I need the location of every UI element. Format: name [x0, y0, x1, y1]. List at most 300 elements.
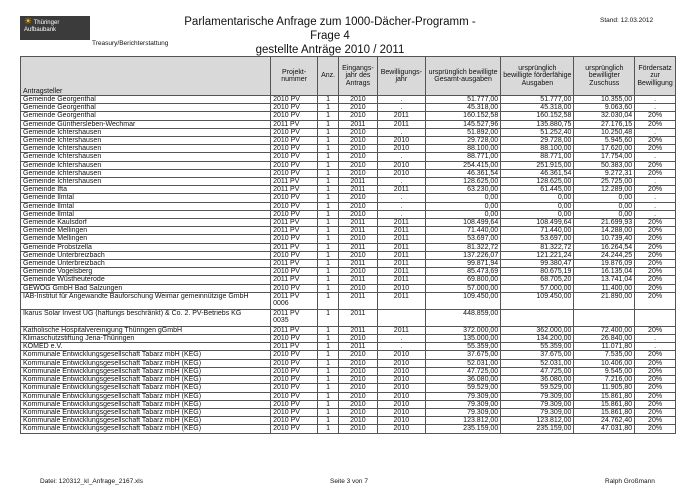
applications-table	[20, 56, 676, 434]
cell-anz: 1	[318, 210, 339, 218]
cell-zus	[574, 309, 635, 326]
cell-foe: 88.100,00	[501, 145, 574, 153]
cell-satz: .	[635, 178, 676, 186]
cell-ein: 2010	[339, 351, 378, 359]
sun-icon: ☀	[24, 16, 33, 26]
cell-zus: 50.383,00	[574, 161, 635, 169]
cell-ein: 2010	[339, 335, 378, 343]
cell-foe: 61.445,00	[501, 186, 574, 194]
cell-foe: 81.322,72	[501, 243, 574, 251]
cell-ges: 145.527,96	[425, 120, 500, 128]
cell-satz: 20%	[635, 161, 676, 169]
cell-foe: 134.200,00	[501, 335, 574, 343]
cell-satz: 20%	[635, 227, 676, 235]
cell-anz: 1	[318, 243, 339, 251]
cell-ges: 53.697,00	[425, 235, 500, 243]
cell-ein: 2011	[339, 243, 378, 251]
cell-name: Kommunale Entwicklungsgesellschaft Tabarz mbH (KEG)	[21, 425, 271, 433]
cell-satz: 20%	[635, 112, 676, 120]
cell-bew: .	[377, 210, 425, 218]
cell-zus: 9.272,31	[574, 169, 635, 177]
cell-name: Gemeinde Ilmtal	[21, 194, 271, 202]
col-header-eingang: Eingangs-jahr des Antrags	[339, 57, 378, 96]
footer-author: Ralph Großmann	[605, 478, 655, 485]
cell-satz: .	[635, 104, 676, 112]
table-row	[21, 243, 676, 251]
cell-foe: 29.728,00	[501, 137, 574, 145]
logo	[20, 16, 90, 40]
cell-anz: 1	[318, 120, 339, 128]
cell-proj: 2010 PV	[271, 128, 318, 136]
cell-ges: 55.359,00	[425, 343, 500, 351]
cell-bew: 2011	[377, 219, 425, 227]
cell-anz: 1	[318, 408, 339, 416]
cell-ein: 2011	[339, 309, 378, 326]
cell-proj: 2010 PV	[271, 268, 318, 276]
cell-zus: 5.945,60	[574, 137, 635, 145]
cell-zus: 25.725,00	[574, 178, 635, 186]
cell-satz: 20%	[635, 384, 676, 392]
cell-name: Kommunale Entwicklungsgesellschaft Tabarz mbH (KEG)	[21, 359, 271, 367]
cell-ges: 0,00	[425, 202, 500, 210]
cell-name: Gemeinde Ichtershausen	[21, 178, 271, 186]
cell-zus: 0,00	[574, 194, 635, 202]
cell-foe: 0,00	[501, 210, 574, 218]
cell-proj: 2010 PV	[271, 408, 318, 416]
cell-anz: 1	[318, 178, 339, 186]
cell-satz: .	[635, 210, 676, 218]
table-row	[21, 137, 676, 145]
cell-anz: 1	[318, 309, 339, 326]
cell-ein: 2010	[339, 161, 378, 169]
table-row	[21, 219, 676, 227]
cell-ges: 57.000,00	[425, 284, 500, 292]
table-row	[21, 335, 676, 343]
cell-bew: 2010	[377, 284, 425, 292]
cell-foe	[501, 309, 574, 326]
cell-ein: 2010	[339, 153, 378, 161]
cell-ges: 59.529,00	[425, 384, 500, 392]
cell-bew: 2010	[377, 392, 425, 400]
cell-anz: 1	[318, 284, 339, 292]
cell-ein: 2010	[339, 128, 378, 136]
table-row	[21, 292, 676, 309]
table-row	[21, 161, 676, 169]
cell-name: Klimaschutzstiftung Jena-Thüringen	[21, 335, 271, 343]
cell-satz: 20%	[635, 268, 676, 276]
table-row	[21, 260, 676, 268]
cell-ges: 46.361,54	[425, 169, 500, 177]
cell-satz: .	[635, 202, 676, 210]
cell-satz: 20%	[635, 392, 676, 400]
cell-zus: 10.739,40	[574, 235, 635, 243]
table-row	[21, 392, 676, 400]
cell-zus: 15.861,80	[574, 392, 635, 400]
cell-zus: 9.063,60	[574, 104, 635, 112]
table-row	[21, 284, 676, 292]
cell-ges: 109.450,00	[425, 292, 500, 309]
cell-proj: 2011 PV	[271, 219, 318, 227]
cell-zus: 24.762,40	[574, 417, 635, 425]
cell-name: Katholische Hospitalvereinigung Thüringen gGmbH	[21, 326, 271, 334]
cell-ein: 2011	[339, 292, 378, 309]
table-row	[21, 202, 676, 210]
table-row	[21, 128, 676, 136]
cell-anz: 1	[318, 376, 339, 384]
cell-proj: 2011 PV	[271, 186, 318, 194]
cell-bew: 2010	[377, 367, 425, 375]
cell-proj: 2010 PV	[271, 359, 318, 367]
table-row	[21, 367, 676, 375]
cell-ges: 85.473,69	[425, 268, 500, 276]
cell-name: Kommunale Entwicklungsgesellschaft Tabarz mbH (KEG)	[21, 351, 271, 359]
cell-ges: 99.871,94	[425, 260, 500, 268]
table-row	[21, 112, 676, 120]
cell-satz: 20%	[635, 326, 676, 334]
cell-ges: 448.859,00	[425, 309, 500, 326]
cell-foe: 71.440,00	[501, 227, 574, 235]
cell-foe: 235.159,00	[501, 425, 574, 433]
cell-name: Gemeinde Ichtershausen	[21, 153, 271, 161]
cell-ges: 0,00	[425, 194, 500, 202]
cell-satz	[635, 309, 676, 326]
cell-ein: 2010	[339, 384, 378, 392]
col-header-gesamtausgaben: ursprünglich bewilligte Gesamt-ausgaben	[425, 57, 500, 96]
cell-zus: 26.840,00	[574, 335, 635, 343]
cell-satz: 20%	[635, 169, 676, 177]
col-header-antragsteller: Antragsteller	[21, 57, 271, 96]
cell-foe: 79.309,00	[501, 392, 574, 400]
cell-name: Gemeinde Ilmtal	[21, 202, 271, 210]
cell-anz: 1	[318, 202, 339, 210]
cell-ein: 2010	[339, 284, 378, 292]
cell-ein: 2010	[339, 417, 378, 425]
title-line-2: gestellte Anträge 2010 / 2011	[255, 44, 405, 56]
cell-anz: 1	[318, 137, 339, 145]
cell-ein: 2010	[339, 425, 378, 433]
cell-proj: 2010 PV	[271, 112, 318, 120]
table-row	[21, 186, 676, 194]
cell-foe: 52.031,00	[501, 359, 574, 367]
cell-name: Gemeinde Günthersleben-Wechmar	[21, 120, 271, 128]
table-row	[21, 384, 676, 392]
cell-satz: 20%	[635, 408, 676, 416]
cell-proj: 2010 PV	[271, 153, 318, 161]
table-row	[21, 351, 676, 359]
cell-name: Gemeinde Ichtershausen	[21, 145, 271, 153]
cell-satz: 20%	[635, 359, 676, 367]
cell-ges: 79.309,00	[425, 408, 500, 416]
cell-zus: 11.400,00	[574, 284, 635, 292]
cell-proj: 2010 PV	[271, 425, 318, 433]
cell-satz: 20%	[635, 186, 676, 194]
cell-foe: 45.318,00	[501, 104, 574, 112]
cell-ein: 2011	[339, 227, 378, 235]
cell-proj: 2010 PV	[271, 96, 318, 104]
cell-anz: 1	[318, 384, 339, 392]
cell-ges: 254.415,00	[425, 161, 500, 169]
cell-ges: 81.322,72	[425, 243, 500, 251]
cell-zus: 0,00	[574, 202, 635, 210]
cell-bew: 2011	[377, 326, 425, 334]
cell-name: Gemeinde Kaulsdorf	[21, 219, 271, 227]
cell-proj: 2010 PV	[271, 137, 318, 145]
cell-name: Ikarus Solar Invest UG (haftungs beschränkt) & Co. 2. PV-Betriebs KG	[21, 309, 271, 326]
cell-anz: 1	[318, 104, 339, 112]
cell-satz: 20%	[635, 351, 676, 359]
cell-satz: 20%	[635, 284, 676, 292]
table-row	[21, 359, 676, 367]
table-row	[21, 408, 676, 416]
cell-name: Gemeinde Mellingen	[21, 235, 271, 243]
cell-name: IAB-Institut für Angewandte Bauforschung Weimar gemeinnützige GmbH	[21, 292, 271, 309]
cell-proj: 2010 PV	[271, 251, 318, 259]
cell-bew: 2011	[377, 276, 425, 284]
cell-ein: 2010	[339, 104, 378, 112]
cell-satz: .	[635, 153, 676, 161]
cell-ein: 2011	[339, 326, 378, 334]
cell-proj: 2010 PV	[271, 392, 318, 400]
cell-proj: 2010 PV	[271, 384, 318, 392]
cell-foe: 108.499,64	[501, 219, 574, 227]
cell-ein: 2010	[339, 210, 378, 218]
table-row	[21, 194, 676, 202]
cell-foe: 0,00	[501, 202, 574, 210]
cell-satz: 20%	[635, 376, 676, 384]
cell-bew: .	[377, 153, 425, 161]
cell-proj: 2010 PV	[271, 194, 318, 202]
cell-zus: 19.876,09	[574, 260, 635, 268]
col-header-anz: Anz.	[318, 57, 339, 96]
cell-zus: 47.031,80	[574, 425, 635, 433]
cell-name: GEWOG GmbH Bad Salzungen	[21, 284, 271, 292]
footer-file: Datei: 120312_kl_Anfrage_2167.xls	[40, 478, 143, 485]
cell-bew: .	[377, 343, 425, 351]
cell-bew: 2011	[377, 186, 425, 194]
table-row	[21, 210, 676, 218]
cell-proj: 2010 PV	[271, 169, 318, 177]
cell-ein: 2010	[339, 367, 378, 375]
cell-anz: 1	[318, 169, 339, 177]
col-header-foerdersatz: Fördersatz zur Bewilligung	[635, 57, 676, 96]
cell-anz: 1	[318, 161, 339, 169]
cell-anz: 1	[318, 153, 339, 161]
logo-text: Thüringer Aufbaubank	[24, 20, 60, 33]
cell-satz: 20%	[635, 235, 676, 243]
cell-name: Kommunale Entwicklungsgesellschaft Tabarz mbH (KEG)	[21, 408, 271, 416]
cell-zus: 9.545,00	[574, 367, 635, 375]
cell-proj: 2011 PV	[271, 178, 318, 186]
cell-foe: 121.221,24	[501, 251, 574, 259]
cell-ein: 2010	[339, 376, 378, 384]
cell-ein: 2010	[339, 408, 378, 416]
cell-bew: 2010	[377, 400, 425, 408]
cell-bew: 2011	[377, 251, 425, 259]
cell-proj: 2010 PV	[271, 210, 318, 218]
cell-zus: 12.289,00	[574, 186, 635, 194]
cell-satz: .	[635, 96, 676, 104]
cell-ein: 2010	[339, 169, 378, 177]
cell-bew: .	[377, 202, 425, 210]
cell-name: Kommunale Entwicklungsgesellschaft Tabarz mbH (KEG)	[21, 392, 271, 400]
cell-zus: 11.071,80	[574, 343, 635, 351]
cell-ein: 2010	[339, 235, 378, 243]
cell-anz: 1	[318, 417, 339, 425]
cell-bew: 2011	[377, 235, 425, 243]
table-row	[21, 96, 676, 104]
cell-ein: 2011	[339, 178, 378, 186]
cell-ein: 2010	[339, 137, 378, 145]
cell-zus: 10.250,48	[574, 128, 635, 136]
col-header-zuschuss: ursprünglich bewilligter Zuschuss	[574, 57, 635, 96]
cell-ges: 235.159,00	[425, 425, 500, 433]
table-row	[21, 417, 676, 425]
table-row	[21, 235, 676, 243]
cell-zus: 27.176,15	[574, 120, 635, 128]
cell-ein: 2010	[339, 251, 378, 259]
cell-ges: 79.309,00	[425, 400, 500, 408]
cell-ges: 47.725,00	[425, 367, 500, 375]
cell-anz: 1	[318, 128, 339, 136]
cell-bew: .	[377, 96, 425, 104]
cell-foe: 160.152,58	[501, 112, 574, 120]
cell-anz: 1	[318, 343, 339, 351]
cell-ein: 2011	[339, 219, 378, 227]
cell-ein: 2010	[339, 96, 378, 104]
col-header-projekt: Projekt-nummer	[271, 57, 318, 96]
table-row	[21, 326, 676, 334]
cell-name: Kommunale Entwicklungsgesellschaft Tabarz mbH (KEG)	[21, 376, 271, 384]
cell-foe: 57.000,00	[501, 284, 574, 292]
cell-zus: 32.030,04	[574, 112, 635, 120]
cell-anz: 1	[318, 292, 339, 309]
table-row	[21, 400, 676, 408]
cell-bew: .	[377, 194, 425, 202]
table-row	[21, 343, 676, 351]
cell-name: Gemeinde Ichtershausen	[21, 161, 271, 169]
cell-proj: 2010 PV	[271, 400, 318, 408]
cell-proj: 2010 PV	[271, 376, 318, 384]
cell-ges: 52.031,00	[425, 359, 500, 367]
cell-zus: 7.535,00	[574, 351, 635, 359]
cell-bew: 2010	[377, 408, 425, 416]
cell-zus: 15.861,80	[574, 408, 635, 416]
cell-zus: 16.135,04	[574, 268, 635, 276]
cell-ges: 160.152,58	[425, 112, 500, 120]
cell-anz: 1	[318, 96, 339, 104]
cell-anz: 1	[318, 276, 339, 284]
cell-satz: 20%	[635, 425, 676, 433]
cell-foe: 88.771,00	[501, 153, 574, 161]
cell-zus: 24.244,25	[574, 251, 635, 259]
cell-bew: 2010	[377, 137, 425, 145]
cell-bew: 2010	[377, 417, 425, 425]
cell-zus: 10.355,00	[574, 96, 635, 104]
cell-name: Gemeinde Unterbreizbach	[21, 260, 271, 268]
cell-proj: 2010 PV	[271, 202, 318, 210]
cell-proj: 2011 PV 0006	[271, 292, 318, 309]
page-title	[170, 15, 490, 57]
cell-name: Gemeinde Probstzella	[21, 243, 271, 251]
cell-foe: 109.450,00	[501, 292, 574, 309]
cell-zus: 0,00	[574, 210, 635, 218]
cell-foe: 68.705,20	[501, 276, 574, 284]
cell-satz: 20%	[635, 243, 676, 251]
cell-ges: 63.230,00	[425, 186, 500, 194]
cell-ein: 2010	[339, 392, 378, 400]
cell-satz: 20%	[635, 251, 676, 259]
cell-bew: .	[377, 335, 425, 343]
cell-ges: 45.318,00	[425, 104, 500, 112]
cell-name: Gemeinde Mellingen	[21, 227, 271, 235]
cell-name: Gemeinde Georgenthal	[21, 104, 271, 112]
cell-bew: .	[377, 178, 425, 186]
cell-foe: 99.380,47	[501, 260, 574, 268]
table-row	[21, 309, 676, 326]
table-row	[21, 145, 676, 153]
cell-zus: 11.905,80	[574, 384, 635, 392]
table-row	[21, 376, 676, 384]
cell-anz: 1	[318, 219, 339, 227]
cell-proj: 2011 PV	[271, 326, 318, 334]
cell-ein: 2010	[339, 145, 378, 153]
cell-proj: 2011 PV	[271, 276, 318, 284]
cell-proj: 2010 PV	[271, 161, 318, 169]
cell-bew: 2010	[377, 384, 425, 392]
cell-ges: 0,00	[425, 210, 500, 218]
cell-ges: 36.080,00	[425, 376, 500, 384]
cell-name: Gemeinde Ichtershausen	[21, 128, 271, 136]
cell-zus: 21.890,00	[574, 292, 635, 309]
cell-satz: 20%	[635, 145, 676, 153]
cell-bew: 2010	[377, 351, 425, 359]
cell-bew: 2011	[377, 243, 425, 251]
cell-satz: .	[635, 194, 676, 202]
cell-ges: 79.309,00	[425, 392, 500, 400]
cell-anz: 1	[318, 268, 339, 276]
cell-foe: 59.529,00	[501, 384, 574, 392]
col-header-bewilligung: Bewilligungs-jahr	[377, 57, 425, 96]
cell-foe: 135.880,75	[501, 120, 574, 128]
cell-foe: 55.359,00	[501, 343, 574, 351]
cell-anz: 1	[318, 367, 339, 375]
cell-bew: .	[377, 104, 425, 112]
cell-anz: 1	[318, 251, 339, 259]
cell-proj: 2010 PV	[271, 235, 318, 243]
cell-ein: 2010	[339, 400, 378, 408]
cell-zus: 13.741,04	[574, 276, 635, 284]
cell-zus: 15.861,80	[574, 400, 635, 408]
cell-zus: 14.288,00	[574, 227, 635, 235]
cell-ges: 108.499,64	[425, 219, 500, 227]
cell-proj: 2011 PV	[271, 120, 318, 128]
table-row	[21, 153, 676, 161]
cell-ein: 2010	[339, 268, 378, 276]
cell-name: Gemeinde Georgenthal	[21, 112, 271, 120]
cell-bew: 2011	[377, 120, 425, 128]
cell-satz: 20%	[635, 276, 676, 284]
cell-bew: .	[377, 128, 425, 136]
cell-ein: 2011	[339, 343, 378, 351]
cell-zus: 72.400,00	[574, 326, 635, 334]
cell-satz: 20%	[635, 292, 676, 309]
cell-foe: 51.777,00	[501, 96, 574, 104]
cell-ges: 88.771,00	[425, 153, 500, 161]
cell-foe: 36.080,00	[501, 376, 574, 384]
cell-name: Kommunale Entwicklungsgesellschaft Tabarz mbH (KEG)	[21, 384, 271, 392]
cell-foe: 80.675,19	[501, 268, 574, 276]
cell-ges: 51.777,00	[425, 96, 500, 104]
